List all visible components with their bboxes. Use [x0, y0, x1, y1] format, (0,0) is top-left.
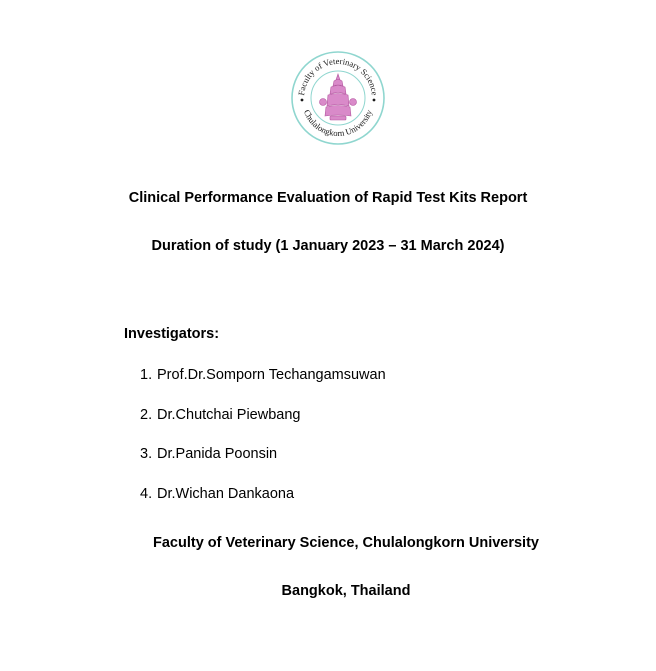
investigator-name: Prof.Dr.Somporn Techangamsuwan [157, 367, 386, 383]
svg-text:Faculty of Veterinary Science: Faculty of Veterinary Science [296, 55, 380, 96]
report-title: Clinical Performance Evaluation of Rapid Test Kits Report [128, 190, 528, 206]
investigator-number: 3. [140, 446, 153, 462]
investigator-number: 4. [140, 485, 153, 502]
faculty-name: Faculty of Veterinary Science, Chulalongkorn University [153, 535, 539, 551]
investigator-item [140, 485, 386, 525]
investigator-number: 2. [140, 406, 153, 423]
location: Bangkok, Thailand [281, 583, 411, 599]
investigators-heading: Investigators: [124, 326, 220, 342]
svg-text:Chulalongkorn University: Chulalongkorn University [301, 108, 375, 139]
seal-emblem-icon [290, 50, 386, 146]
investigator-name: Dr.Panida Poonsin [157, 446, 278, 462]
investigator-name: Dr.Wichan Dankaona [157, 485, 295, 502]
university-seal-logo [290, 50, 386, 146]
investigator-item [140, 366, 386, 406]
investigator-item [140, 445, 386, 485]
investigator-item [140, 406, 386, 446]
investigator-name: Dr.Chutchai Piewbang [157, 406, 301, 423]
study-duration: Duration of study (1 January 2023 – 31 March 2024) [151, 238, 505, 254]
investigator-list [140, 366, 386, 524]
investigator-number: 1. [140, 367, 153, 383]
